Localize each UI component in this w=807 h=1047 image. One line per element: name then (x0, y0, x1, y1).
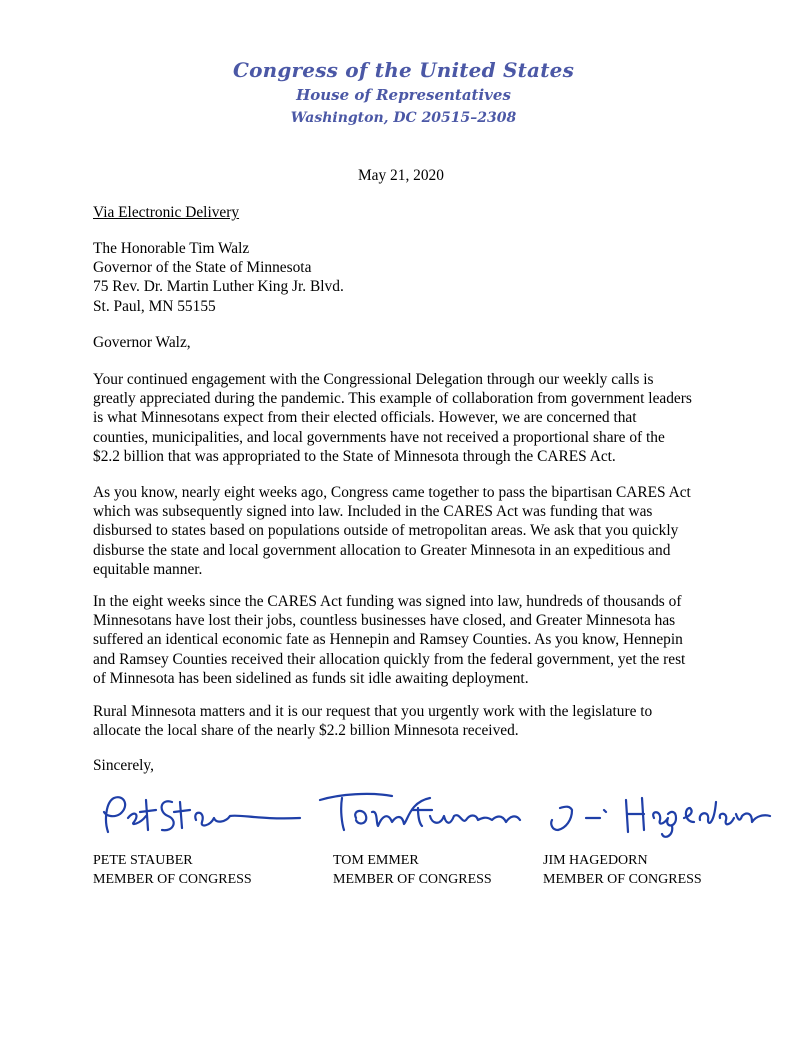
paragraph-line: which was subsequently signed into law. Included in the CARES Act was funding that was (93, 503, 653, 521)
recipient-address (93, 239, 344, 316)
signature-emmer (320, 794, 520, 830)
paragraph-line: Minnesotans have lost their jobs, countless businesses have closed, and Greater Minnesota has (93, 612, 676, 630)
recipient-line: 75 Rev. Dr. Martin Luther King Jr. Blvd. (93, 278, 344, 296)
letterhead-congress: Congress of the United States (232, 58, 575, 82)
paragraph-line: disbursed to states based on populations outside of metropolitan areas. We ask that you quickly (93, 522, 679, 540)
body-paragraph (93, 370, 692, 466)
signer-stauber (93, 851, 252, 889)
signature-stauber (104, 797, 300, 832)
paragraph-line: suffered an identical economic fate as Hennepin and Ramsey Counties. As you know, Hennepin (93, 631, 683, 649)
paragraph-line: Your continued engagement with the Congressional Delegation through our weekly calls is (93, 371, 654, 388)
recipient-line: The Honorable Tim Walz (93, 240, 250, 257)
signer-emmer (333, 851, 492, 889)
salutation: Governor Walz, (93, 334, 191, 351)
signer-title: MEMBER OF CONGRESS (93, 872, 252, 887)
signatures (0, 780, 807, 850)
paragraph-line: greatly appreciated during the pandemic. This example of collaboration from government leaders (93, 390, 692, 408)
paragraph-line: allocate the local share of the nearly $2.2 billion Minnesota received. (93, 722, 519, 740)
letterhead-address: Washington, DC 20515–2308 (290, 110, 517, 126)
paragraph-line: Rural Minnesota matters and it is our request that you urgently work with the legislature to (93, 703, 653, 720)
signer-name: PETE STAUBER (93, 853, 193, 868)
paragraph-line: counties, municipalities, and local governments have not received a proportional share of the (93, 428, 665, 446)
paragraph-line: $2.2 billion that was appropriated to the State of Minnesota through the CARES Act. (93, 447, 616, 465)
letter-date: May 21, 2020 (358, 167, 444, 184)
paragraph-line: of Minnesota has been sidelined as funds sit idle awaiting deployment. (93, 669, 529, 687)
delivery-method: Via Electronic Delivery (93, 204, 240, 221)
body-paragraph (93, 702, 652, 740)
signer-title: MEMBER OF CONGRESS (543, 872, 702, 887)
recipient-line: Governor of the State of Minnesota (93, 259, 312, 277)
body-paragraph (93, 483, 691, 579)
paragraph-line: equitable manner. (93, 560, 203, 578)
signer-name: TOM EMMER (333, 853, 419, 868)
letterhead-house: House of Representatives (296, 86, 511, 104)
signer-name: JIM HAGEDORN (543, 853, 648, 868)
recipient-line: St. Paul, MN 55155 (93, 297, 216, 315)
signer-hagedorn (543, 851, 702, 889)
paragraph-line: is what Minnesotans expect from their elected officials. However, we are concerned that (93, 409, 637, 427)
signature-hagedorn (551, 798, 770, 837)
signer-title: MEMBER OF CONGRESS (333, 872, 492, 887)
paragraph-line: disburse the state and local government allocation to Greater Minnesota in an expeditious and (93, 541, 671, 559)
paragraph-line: In the eight weeks since the CARES Act funding was signed into law, hundreds of thousands of (93, 593, 682, 610)
letterhead (0, 58, 807, 129)
closing: Sincerely, (93, 757, 154, 774)
body-paragraph (93, 592, 685, 688)
paragraph-line: and Ramsey Counties received their allocation quickly from the federal government, yet the rest (93, 650, 686, 668)
paragraph-line: As you know, nearly eight weeks ago, Congress came together to pass the bipartisan CARES Act (93, 484, 691, 501)
